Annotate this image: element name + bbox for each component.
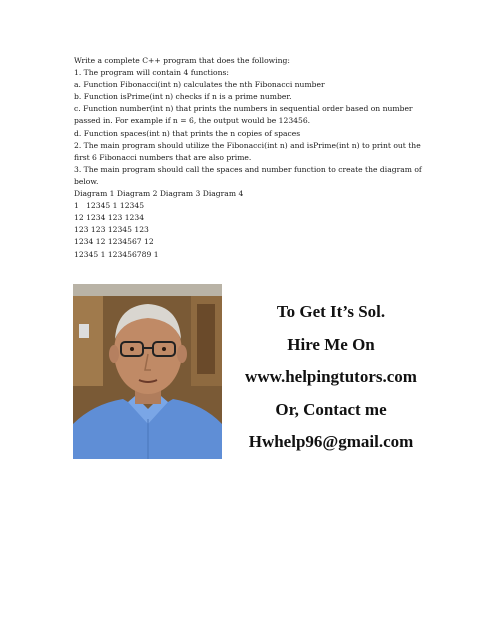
diagram-row: 12345 1 123456789 1 xyxy=(74,249,159,259)
diagram-row: 123 123 12345 123 xyxy=(74,225,149,235)
problem-line: c. Function number(int n) that prints the numbers in sequential order based on number xyxy=(74,104,413,114)
diagram-row: 1 12345 1 12345 xyxy=(74,201,145,211)
promo-headline: To Get It’s Sol. xyxy=(276,302,386,321)
promo-contact-line: Or, Contact me xyxy=(275,399,387,419)
promo-email: Hwhelp96@gmail.com xyxy=(248,432,414,451)
problem-line: Write a complete C++ program that does the following: xyxy=(74,56,290,65)
promo-website: www.helpingtutors.com xyxy=(245,367,417,386)
problem-line: passed in. For example if n = 6, the output would be 123456. xyxy=(74,116,311,126)
promo-hire-line: Hire Me On xyxy=(287,334,375,354)
problem-line: d. Function spaces(int n) that prints the n copies of spaces xyxy=(74,128,301,138)
problem-line: below. xyxy=(74,176,99,186)
problem-line: a. Function Fibonacci(int n) calculates the nth Fibonacci number xyxy=(74,80,325,90)
diagram-row: 1234 12 1234567 12 xyxy=(74,237,154,247)
problem-statement xyxy=(74,55,434,261)
diagram-header: Diagram 1 Diagram 2 Diagram 3 Diagram 4 xyxy=(74,189,244,199)
problem-line: 2. The main program should utilize the Fibonacci(int n) and isPrime(int n) to print out the xyxy=(74,140,421,150)
problem-line: b. Function isPrime(int n) checks if n is a prime number. xyxy=(74,92,292,102)
promo-block xyxy=(236,296,426,459)
tutor-photo xyxy=(73,284,222,459)
problem-line: first 6 Fibonacci numbers that are also prime. xyxy=(74,152,252,162)
problem-line: 1. The program will contain 4 functions: xyxy=(74,68,229,78)
diagram-row: 12 1234 123 1234 xyxy=(74,213,145,223)
problem-line: 3. The main program should call the spaces and number function to create the diagram of xyxy=(74,164,422,174)
